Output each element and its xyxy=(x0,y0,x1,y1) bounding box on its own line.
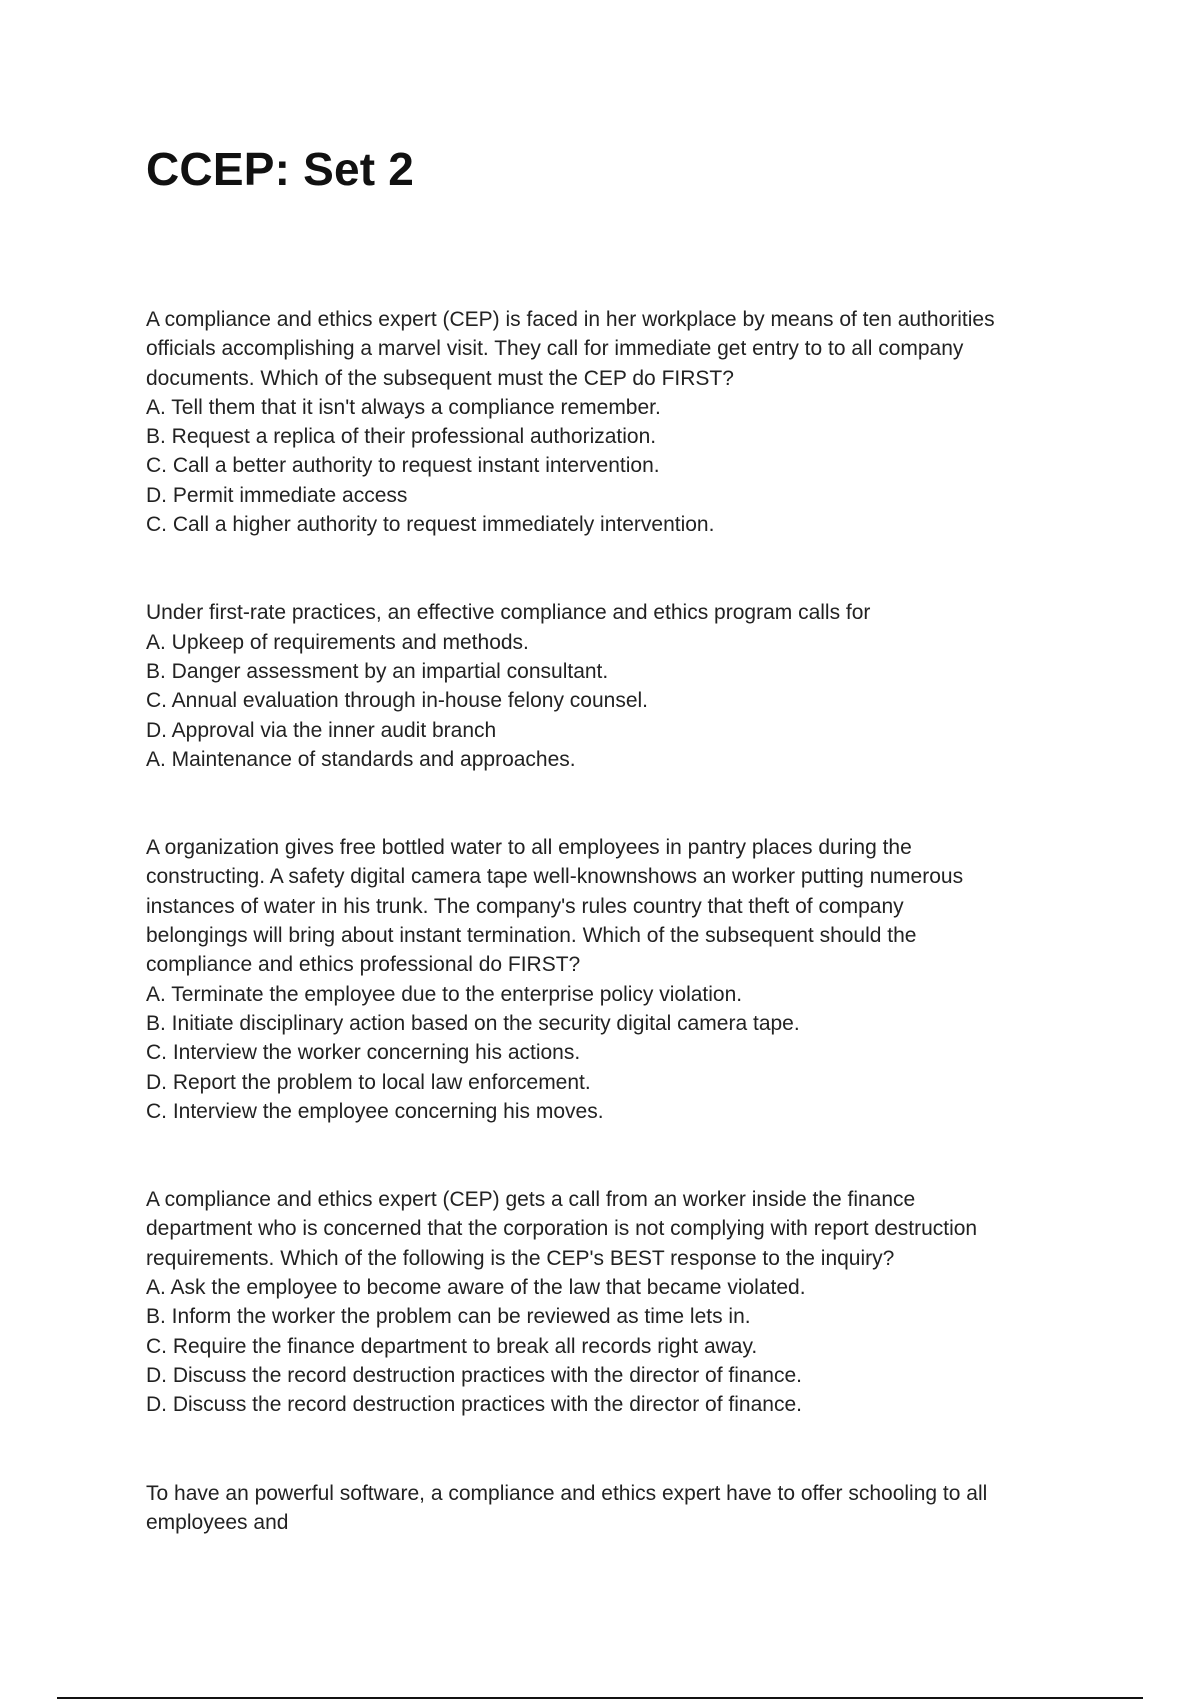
answer-option: B. Initiate disciplinary action based on the security digital camera tape. xyxy=(146,1011,800,1035)
answer-option: B. Inform the worker the problem can be reviewed as time lets in. xyxy=(146,1305,751,1329)
answer-option: B. Request a replica of their professional authorization. xyxy=(146,425,657,449)
page-title: CCEP: Set 2 xyxy=(146,143,415,195)
question-text: Under first-rate practices, an effective compliance and ethics program calls for xyxy=(146,601,871,625)
correct-answer: D. Discuss the record destruction practices with the director of finance. xyxy=(146,1393,802,1417)
question-text: A compliance and ethics expert (CEP) is faced in her workplace by means of ten authorities xyxy=(146,308,995,331)
question-list xyxy=(146,305,1066,1537)
question-text: department who is concerned that the corporation is not complying with report destruction xyxy=(146,1217,978,1241)
answer-option: D. Approval via the inner audit branch xyxy=(146,718,497,742)
footer-divider xyxy=(57,1697,1143,1699)
question-text: instances of water in his trunk. The company's rules country that theft of company xyxy=(146,894,904,918)
question-text: compliance and ethics professional do FIRST? xyxy=(146,953,581,977)
answer-option: B. Danger assessment by an impartial consultant. xyxy=(146,659,609,683)
question-block xyxy=(146,305,1066,539)
question-block xyxy=(146,1185,1066,1419)
question-text: documents. Which of the subsequent must the CEP do FIRST? xyxy=(146,366,734,390)
correct-answer: C. Interview the employee concerning his moves. xyxy=(146,1099,604,1123)
question-text: To have an powerful software, a compliance and ethics expert have to offer schooling to all xyxy=(146,1481,988,1505)
question-text: employees and xyxy=(146,1510,289,1534)
answer-option: A. Ask the employee to become aware of the law that became violated. xyxy=(146,1276,806,1300)
answer-option: C. Require the finance department to break all records right away. xyxy=(146,1334,758,1358)
question-text: A organization gives free bottled water to all employees in pantry places during the xyxy=(146,836,912,860)
question-block xyxy=(146,833,1066,1126)
question-text: constructing. A safety digital camera tape well-knownshows an worker putting numerous xyxy=(146,865,964,889)
correct-answer: C. Call a higher authority to request immediately intervention. xyxy=(146,513,715,537)
answer-option: C. Call a better authority to request instant intervention. xyxy=(146,454,660,478)
answer-option: A. Tell them that it isn't always a compliance remember. xyxy=(146,395,661,419)
answer-option: D. Report the problem to local law enforcement. xyxy=(146,1070,591,1094)
answer-option: A. Terminate the employee due to the enterprise policy violation. xyxy=(146,982,743,1006)
answer-option: A. Upkeep of requirements and methods. xyxy=(146,630,529,654)
answer-option: D. Discuss the record destruction practices with the director of finance. xyxy=(146,1363,802,1387)
question-block xyxy=(146,598,1066,774)
correct-answer: A. Maintenance of standards and approaches. xyxy=(146,747,576,771)
question-text: belongings will bring about instant termination. Which of the subsequent should the xyxy=(146,924,917,948)
question-text: requirements. Which of the following is the CEP's BEST response to the inquiry? xyxy=(146,1246,895,1270)
question-text: officials accomplishing a marvel visit. They call for immediate get entry to to all company xyxy=(146,337,964,361)
answer-option: D. Permit immediate access xyxy=(146,483,408,507)
question-text: A compliance and ethics expert (CEP) gets a call from an worker inside the finance xyxy=(146,1188,916,1212)
answer-option: C. Interview the worker concerning his actions. xyxy=(146,1041,581,1065)
question-block xyxy=(146,1479,1066,1538)
answer-option: C. Annual evaluation through in-house felony counsel. xyxy=(146,689,649,713)
